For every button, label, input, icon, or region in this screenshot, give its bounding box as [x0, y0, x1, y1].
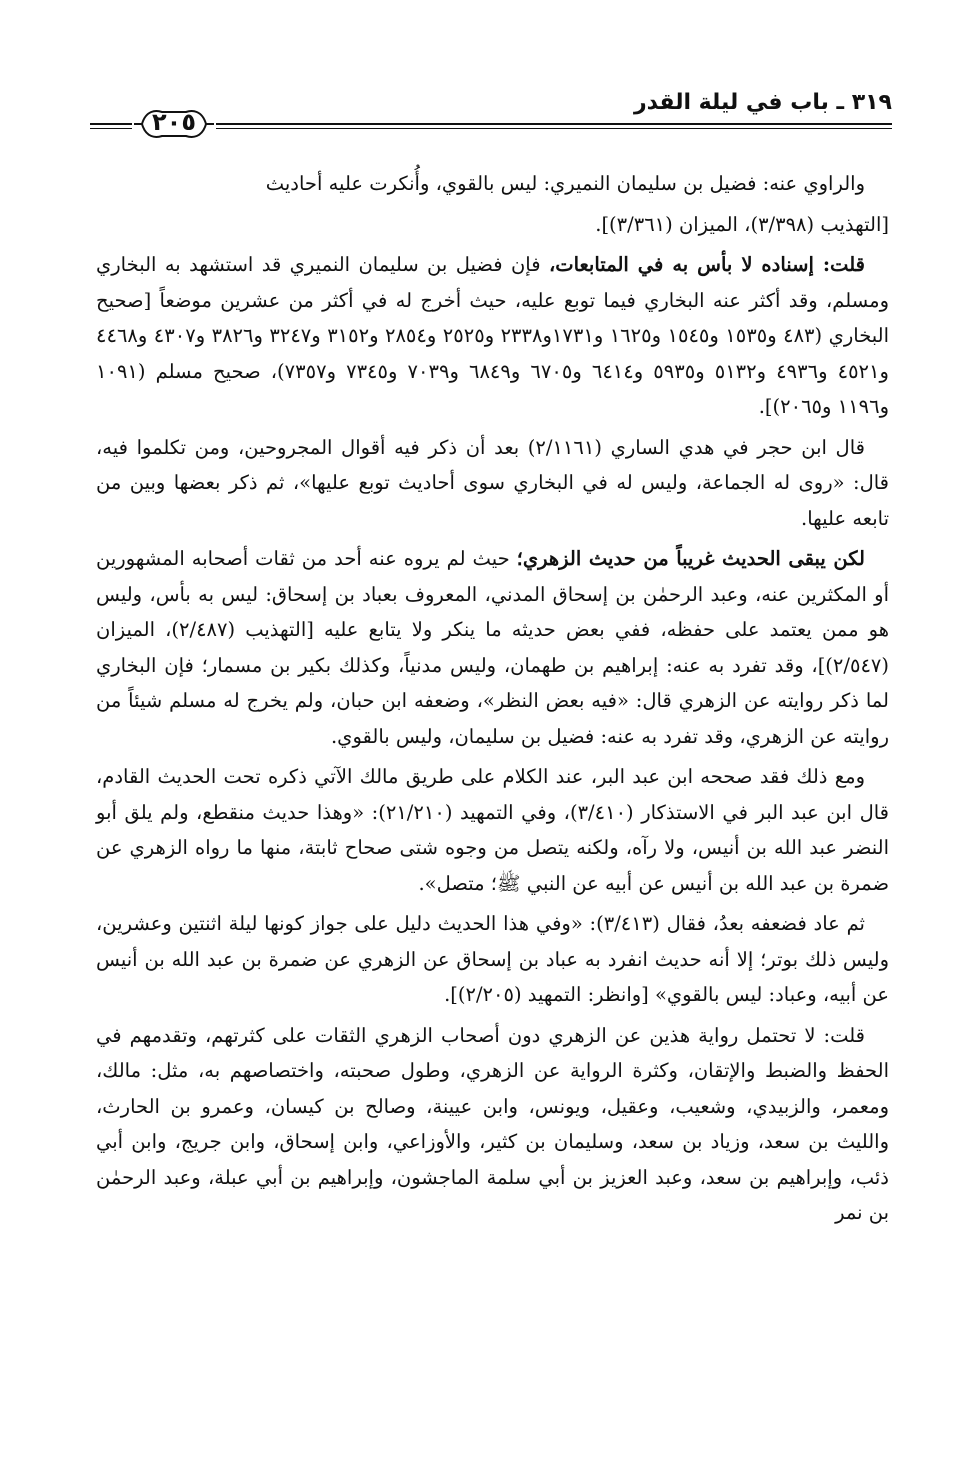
- page-number-ornament: [132, 104, 216, 144]
- paragraph-4: [96, 430, 889, 537]
- paragraph-6: [96, 759, 889, 901]
- page-header: [88, 86, 892, 146]
- paragraph-lead: لكن يبقى الحديث غريباً من حديث الزهري؛: [516, 547, 865, 570]
- paragraph-text: [التهذيب (٣/٣٩٨)، الميزان (٣/٣٦١)].: [595, 212, 889, 236]
- page-body: [96, 166, 889, 1236]
- left-rule: [90, 123, 132, 125]
- page-number: ٢٠٥: [152, 108, 196, 136]
- paragraph-text: قلت: لا تحتمل رواية هذين عن الزهري دون أصحاب الزهري الثقات على كثرتهم، وتقدمهم في الحفظ والضبط والإتقان، وكثرة الرواية عن الزهري، وطول صحبته، واختصاصهم به، مثل: مالك، ومعمر، والزبيدي، وشعيب، وعقيل، ويونس، وابن عيينة، وصالح بن كيسان، وعمرو بن الحارث، والليث بن سعد، وزياد بن سعد، وسليمان بن كثير، والأوزاعي، وابن إسحاق، وابن جريج، وابن أبي ذئب، وإبراهيم بن سعد، وعبد العزيز بن أبي سلمة الماجشون، وإبراهيم بن أبي عبلة، وعبد الرحمٰن بن نمر: [96, 1023, 889, 1224]
- chapter-title: ٣١٩ ـ باب في ليلة القدر: [634, 90, 892, 115]
- paragraph-8: [96, 1018, 889, 1231]
- paragraph-3: [96, 247, 889, 425]
- paragraph-text: حيث لم يروه عنه أحد من ثقات أصحابه المشهورين أو المكثرين عنه، وعبد الرحمٰن بن إسحاق المدني، المعروف بعباد بن إسحاق: ليس به بأس، وليس هو ممن يعتمد على حفظه، ففي بعض حديثه ما ينكر ولا يتابع عليه [التهذيب (٢/٤٨٧)، الميزان (٢/٥٤٧)]، وقد تفرد به عنه: إبراهيم بن طهمان، وليس مدنياً، وكذلك بكير بن مسمار؛ فإن البخاري لما ذكر روايته عن الزهري قال: «فيه بعض النظر»، وضعفه ابن حبان، ولم يخرج له مسلم شيئاً من روايته عن الزهري، وقد تفرد به عنه: فضيل بن سليمان، وليس بالقوي.: [96, 547, 889, 748]
- paragraph-text: والراوي عنه: فضيل بن سليمان النميري: ليس بالقوي، وأُنكرت عليه أحاديث: [265, 172, 865, 195]
- paragraph-text: ومع ذلك فقد صححه ابن عبد البر، عند الكلام على طريق مالك الآتي ذكره تحت الحديث القادم، قال ابن عبد البر في الاستذكار (٣/٤١٠)، وفي التمهيد (٢١/٢١٠): «وهذا حديث منقطع، ولم يلق أبو النضر عبد الله بن أنيس، ولا رآه، ولكنه يتصل من وجوه شتى صحاح ثابتة، منها ما رواه الزهري عن ضمرة بن عبد الله بن أنيس عن أبيه عن النبي ﷺ؛ متصل».: [96, 765, 890, 895]
- paragraph-2: [96, 207, 889, 243]
- header-rule-thin: [216, 128, 892, 129]
- header-rule: [216, 123, 892, 125]
- paragraph-lead: قلت: إسناده لا بأس به في المتابعات،: [548, 253, 865, 276]
- paragraph-text: قال ابن حجر في هدي الساري (٢/١١٦١) بعد أن ذكر فيه أقوال المجروحين، ومن تكلموا فيه، قال: «روى له الجماعة، وليس له في البخاري سوى أحاديث توبع عليها»، ثم ذكر بعضها وبين من تابعه عليها.: [96, 435, 889, 530]
- paragraph-7: [96, 906, 889, 1013]
- paragraph-text: فإن فضيل بن سليمان النميري قد استشهد به البخاري ومسلم، وقد أكثر عنه البخاري فيما توبع عليه، حيث أخرج له في أكثر من عشرين موضعاً [صحيح البخاري (٤٨٣ و١٥٣٥ و١٥٤٥ و١٦٢٥ و١٧٣١و٢٣٣٨ و٢٥٢٥ و٢٨٥٤ و٣١٥٢ و٣٢٤٧ و٣٨٢٦ و٤٣٠٧ و٤٤٦٨ و٤٥٢١ و٤٩٣٦ و٥١٣٢ و٥٩٣٥ و٦٤١٤ و٦٧٠٥ و٦٨٤٩ و٧٠٣٩ و٧٣٤٥ و٧٣٥٧)، صحيح مسلم (١٠٩١ و١١٩٦ و٢٠٦٥)].: [96, 253, 890, 418]
- paragraph-1: [96, 166, 889, 202]
- left-rule-thin: [90, 128, 132, 129]
- paragraph-text: ثم عاد فضعفه بعدُ، فقال (٣/٤١٣): «وفي هذا الحديث دليل على جواز كونها ليلة اثنتين وعشرين، وليس ذلك بوتر؛ إلا أنه حديث انفرد به عباد بن إسحاق عن الزهري عن ضمرة بن عبد الله بن أنيس عن أبيه، وعباد: ليس بالقوي» [وانظر: التمهيد (٢/٢٠٥)].: [96, 912, 889, 1006]
- paragraph-5: [96, 541, 889, 754]
